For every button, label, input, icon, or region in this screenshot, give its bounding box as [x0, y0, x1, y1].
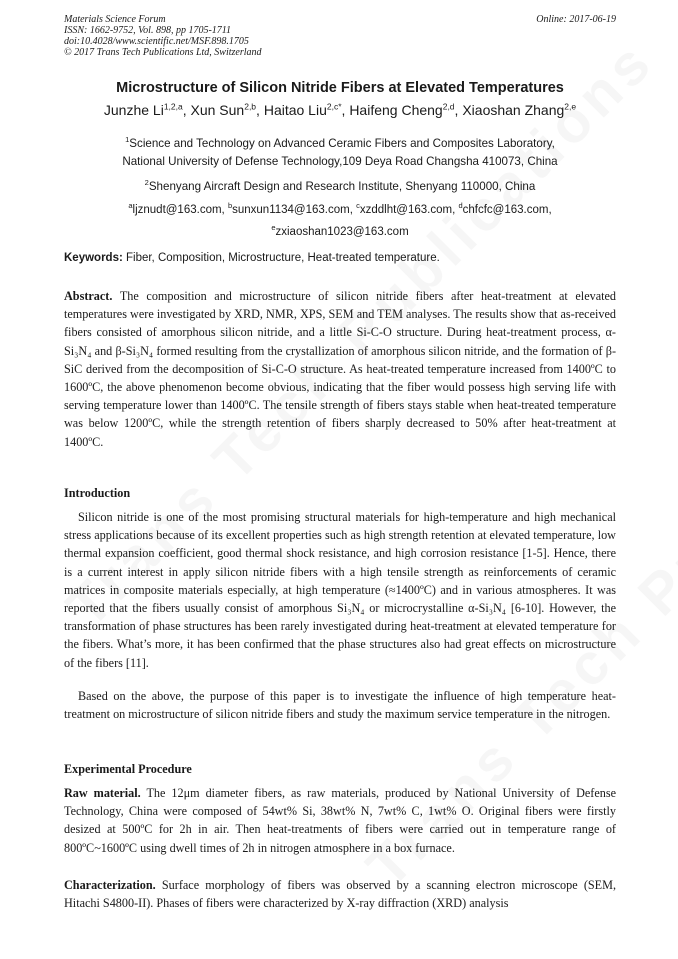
- email-link[interactable]: chfcfc@163.com,: [462, 203, 552, 216]
- raw-material-text: The 12μm diameter fibers, as raw materials, produced by National University of Defense Technology, China were composed of 54wt% Si, 38wt% N, 7wt% C, 1wt% O. Original fibers were firstly desized at 500ºC for 2h in air. Then heat-treatments of fibers were carried out in temperature range of 800ºC~1600ºC using dwell times of 2h in nitrogen atmosphere in a box furnace.: [64, 786, 616, 855]
- paper-title: Microstructure of Silicon Nitride Fibers at Elevated Temperatures: [116, 80, 564, 96]
- email-link[interactable]: sunxun1134@163.com,: [232, 203, 357, 216]
- online-date: Online: 2017-06-19: [536, 14, 616, 25]
- author-emails: $^a$ljznudt@163.com, $^b$sunxun1134@163.com, $^c$xzddlht@163.com, $^d$chfcfc@163.com, $^e$zxiaoshan1023@163.com: [128, 201, 552, 238]
- author: Xiaoshan Zhang$^{2,e}$: [462, 101, 577, 118]
- email-link[interactable]: xzddlht@163.com,: [359, 203, 459, 216]
- affiliation-1: $^1$Science and Technology on Advanced Ceramic Fibers and Composites Laboratory, National University of Defense Technology,109 Deya Road Changsha 410073, China: [122, 135, 558, 168]
- email-link[interactable]: zxiaoshan1023@163.com: [275, 225, 409, 238]
- journal-header: [64, 14, 616, 58]
- email-link[interactable]: ljznudt@163.com,: [132, 203, 228, 216]
- introduction-paragraph-2: Based on the above, the purpose of this paper is to investigate the influence of high temperature heat-treatment on microstructure of silicon nitride fibers and study the maximum service temperature in the nitrogen.: [64, 689, 616, 722]
- author: Haitao Liu$^{2,c*}$,: [263, 101, 350, 118]
- abstract: [64, 287, 616, 451]
- keywords-text: Fiber, Composition, Microstructure, Heat-treated temperature.: [122, 252, 440, 264]
- raw-material-label: Raw material.: [64, 786, 141, 800]
- experimental-heading: Experimental Procedure: [64, 762, 192, 776]
- author: Xun Sun$^{2,b}$,: [190, 101, 264, 118]
- affiliation-2: $^2$Shenyang Aircraft Design and Research Institute, Shenyang 110000, China: [144, 178, 536, 193]
- keywords: [64, 252, 616, 264]
- copyright-line: © 2017 Trans Tech Publications Ltd, Switzerland: [64, 47, 262, 58]
- introduction-paragraph-1: Silicon nitride is one of the most promising structural materials for high-temperature and high mechanical stress applications because of its excellent properties such as high strength retention at elevated temperature, low thermal expansion coefficient, good thermal shock resistance, and high corrosion resistance [1-5]. Hence, there is a current interest in apply silicon nitride fibers with a high tensile strength as reinforcements of ceramic matrices in composite materials especially, at high temperature (≈1400ºC) and in various atmospheres. It was reported that the fibers usually consist of amorphous Si₃N₄ or microcrystalline α-Si₃N₄ [6-10]. However, the transformation of phase structures has been rarely investigated during heat-treatment at elevated temperature for the fibers. What’s more, it has been confirmed that the phase structures also had great effects on microstructure of the fibers [11].: [64, 510, 616, 670]
- author-list: [64, 101, 616, 118]
- keywords-label: Keywords:: [64, 252, 123, 264]
- issn-line: ISSN: 1662-9752, Vol. 898, pp 1705-1711: [64, 25, 232, 36]
- introduction-heading: Introduction: [64, 486, 131, 500]
- characterization-label: Characterization.: [64, 878, 156, 892]
- doi-line: doi:10.4028/www.scientific.net/MSF.898.1705: [64, 36, 249, 47]
- characterization-paragraph: [64, 876, 616, 912]
- raw-material-paragraph: [64, 784, 616, 857]
- abstract-text: The composition and microstructure of silicon nitride fibers after heat-treatment at elevated temperatures were investigated by XRD, NMR, XPS, SEM and TEM analyses. The results show that as-received fibers consisted of amorphous silicon nitride, and a little Si-C-O structure. During heat-treatment process, α-Si₃N₄ and β-Si₃N₄ formed resulting from the crystallization of amorphous silicon nitride, and the formation of β-SiC derived from the decomposition of Si-C-O structure. As heat-treated temperature increased from 1400ºC to 1600ºC, the above phenomenon become obvious, indicating that the fiber would possess high serving life with serving temperature lower than 1400ºC. The tensile strength of fibers stays stable when heat-treated temperature was below 1200ºC, while the strength retention of fibers sharply decreased to 50% after heat-treatment at 1400ºC.: [64, 289, 616, 449]
- author: Junzhe Li$^{1,2,a}$,: [103, 101, 191, 118]
- characterization-text: Surface morphology of fibers was observed by a scanning electron microscope (SEM, Hitachi S4800-II). Phases of fibers were characterized by X-ray diffraction (XRD) analysis: [64, 878, 616, 911]
- abstract-label: Abstract.: [64, 289, 113, 303]
- author: Haifeng Cheng$^{2,d}$,: [349, 101, 463, 118]
- journal-name: Materials Science Forum: [64, 14, 166, 25]
